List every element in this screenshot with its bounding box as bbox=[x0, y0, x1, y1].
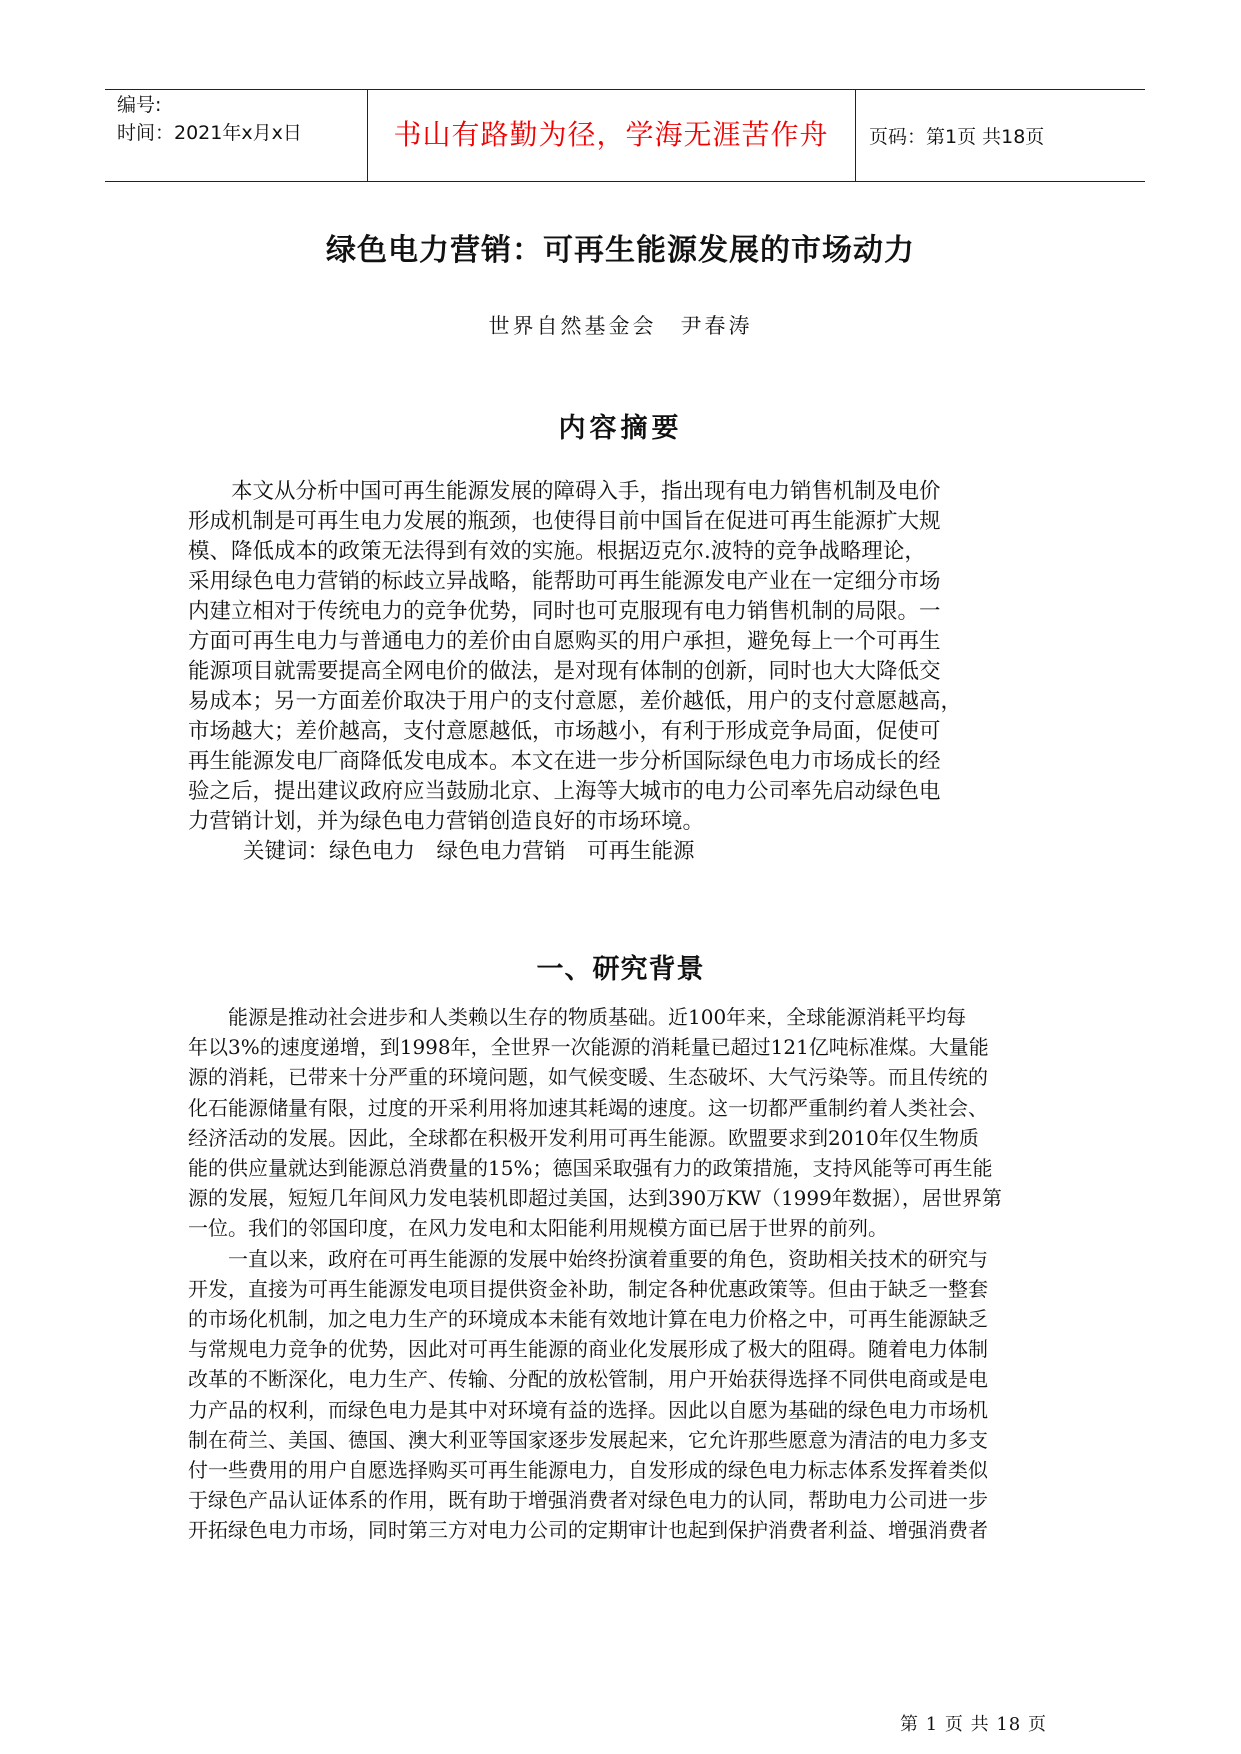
abstract-line: 易成本；另一方面差价取决于用户的支付意愿，差价越低，用户的支付意愿越高， bbox=[188, 689, 963, 714]
serial-label: 编号: bbox=[117, 94, 162, 116]
body-line: 一位。我们的邻国印度，在风力发电和太阳能利用规模方面已居于世界的前列。 bbox=[188, 1216, 888, 1241]
abstract-keywords: 关键词：绿色电力 绿色电力营销 可再生能源 bbox=[243, 839, 695, 864]
header-motto: 书山有路勤为径，学海无涯苦作舟 bbox=[393, 118, 829, 151]
abstract-body bbox=[188, 477, 1058, 867]
header-meta bbox=[117, 91, 302, 147]
body-line: 改革的不断深化，电力生产、传输、分配的放松管制，用户开始获得选择不同供电商或是电 bbox=[188, 1367, 988, 1392]
body-line: 化石能源储量有限，过度的开采利用将加速其耗竭的速度。这一切都严重制约着人类社会、 bbox=[188, 1095, 988, 1120]
body-line: 一直以来，政府在可再生能源的发展中始终扮演着重要的角色，资助相关技术的研究与 bbox=[188, 1246, 988, 1271]
abstract-heading: 内容摘要 bbox=[558, 413, 683, 444]
abstract-line: 形成机制是可再生电力发展的瓶颈，也使得目前中国旨在促进可再生能源扩大规 bbox=[188, 509, 941, 534]
abstract-line: 方面可再生电力与普通电力的差价由自愿购买的用户承担，避免每上一个可再生 bbox=[188, 629, 941, 654]
body-line: 制在荷兰、美国、德国、澳大利亚等国家逐步发展起来，它允许那些愿意为清洁的电力多支 bbox=[188, 1427, 988, 1452]
abstract-line: 模、降低成本的政策无法得到有效的实施。根据迈克尔.波特的竞争战略理论， bbox=[188, 539, 926, 564]
document-header bbox=[105, 89, 1145, 181]
body-line: 力产品的权利，而绿色电力是其中对环境有益的选择。因此以自愿为基础的绿色电力市场机 bbox=[188, 1397, 988, 1422]
body-line: 能源是推动社会进步和人类赖以生存的物质基础。近100年来，全球能源消耗平均每 bbox=[188, 1005, 967, 1029]
abstract-line: 采用绿色电力营销的标歧立异战略，能帮助可再生能源发电产业在一定细分市场 bbox=[188, 569, 941, 594]
abstract-line: 市场越大；差价越高，支付意愿越低，市场越小，有利于形成竞争局面，促使可 bbox=[188, 719, 941, 744]
body-line: 于绿色产品认证体系的作用，既有助于增强消费者对绿色电力的认同，帮助电力公司进一步 bbox=[188, 1488, 988, 1513]
body-line: 经济活动的发展。因此，全球都在积极开发利用可再生能源。欧盟要求到2010年仅生物质 bbox=[188, 1125, 979, 1150]
body-line: 年以3%的速度递增，到1998年，全世界一次能源的消耗量已超过121亿吨标准煤。大量能 bbox=[188, 1035, 989, 1060]
header-top-rule bbox=[105, 89, 1145, 90]
abstract-line: 本文从分析中国可再生能源发展的障碍入手，指出现有电力销售机制及电价 bbox=[188, 479, 941, 504]
document-title: 绿色电力营销：可再生能源发展的市场动力 bbox=[326, 233, 915, 268]
abstract-line: 力营销计划，并为绿色电力营销创造良好的市场环境。 bbox=[188, 809, 705, 834]
body-line: 的市场化机制，加之电力生产的环境成本未能有效地计算在电力价格之中，可再生能源缺乏 bbox=[188, 1307, 988, 1332]
document-author: 世界自然基金会 尹春涛 bbox=[488, 314, 753, 338]
header-divider bbox=[855, 89, 856, 181]
time-label: 时间：2021年x月x日 bbox=[117, 122, 302, 144]
abstract-line: 能源项目就需要提高全网电价的做法，是对现有体制的创新，同时也大大降低交 bbox=[188, 659, 941, 684]
header-page-info: 页码：第1页 共18页 bbox=[869, 126, 1045, 148]
body-line: 能的供应量就达到能源总消费量的15%；德国采取强有力的政策措施，支持风能等可再生能 bbox=[188, 1156, 993, 1181]
page-footer: 第 1 页 共 18 页 bbox=[900, 1714, 1047, 1735]
body-line: 开发，直接为可再生能源发电项目提供资金补助，制定各种优惠政策等。但由于缺乏一整套 bbox=[188, 1276, 988, 1301]
abstract-line: 再生能源发电厂商降低发电成本。本文在进一步分析国际绿色电力市场成长的经 bbox=[188, 749, 941, 774]
abstract-line: 内建立相对于传统电力的竞争优势，同时也可克服现有电力销售机制的局限。一 bbox=[188, 599, 941, 624]
section-heading: 一、研究背景 bbox=[536, 954, 705, 985]
body-line: 与常规电力竞争的优势，因此对可再生能源的商业化发展形成了极大的阻碍。随着电力体制 bbox=[188, 1337, 988, 1362]
body-line: 开拓绿色电力市场，同时第三方对电力公司的定期审计也起到保护消费者利益、增强消费者 bbox=[188, 1518, 988, 1543]
header-bottom-rule bbox=[105, 181, 1145, 182]
body-line: 源的发展，短短几年间风力发电装机即超过美国，达到390万KW（1999年数据），居世界第 bbox=[188, 1186, 1002, 1211]
abstract-line: 验之后，提出建议政府应当鼓励北京、上海等大城市的电力公司率先启动绿色电 bbox=[188, 779, 941, 804]
body-line: 付一些费用的用户自愿选择购买可再生能源电力，自发形成的绿色电力标志体系发挥着类似 bbox=[188, 1458, 988, 1483]
body-line: 源的消耗，已带来十分严重的环境问题，如气候变暖、生态破坏、大气污染等。而且传统的 bbox=[188, 1065, 988, 1090]
section-body bbox=[188, 1002, 1058, 1546]
